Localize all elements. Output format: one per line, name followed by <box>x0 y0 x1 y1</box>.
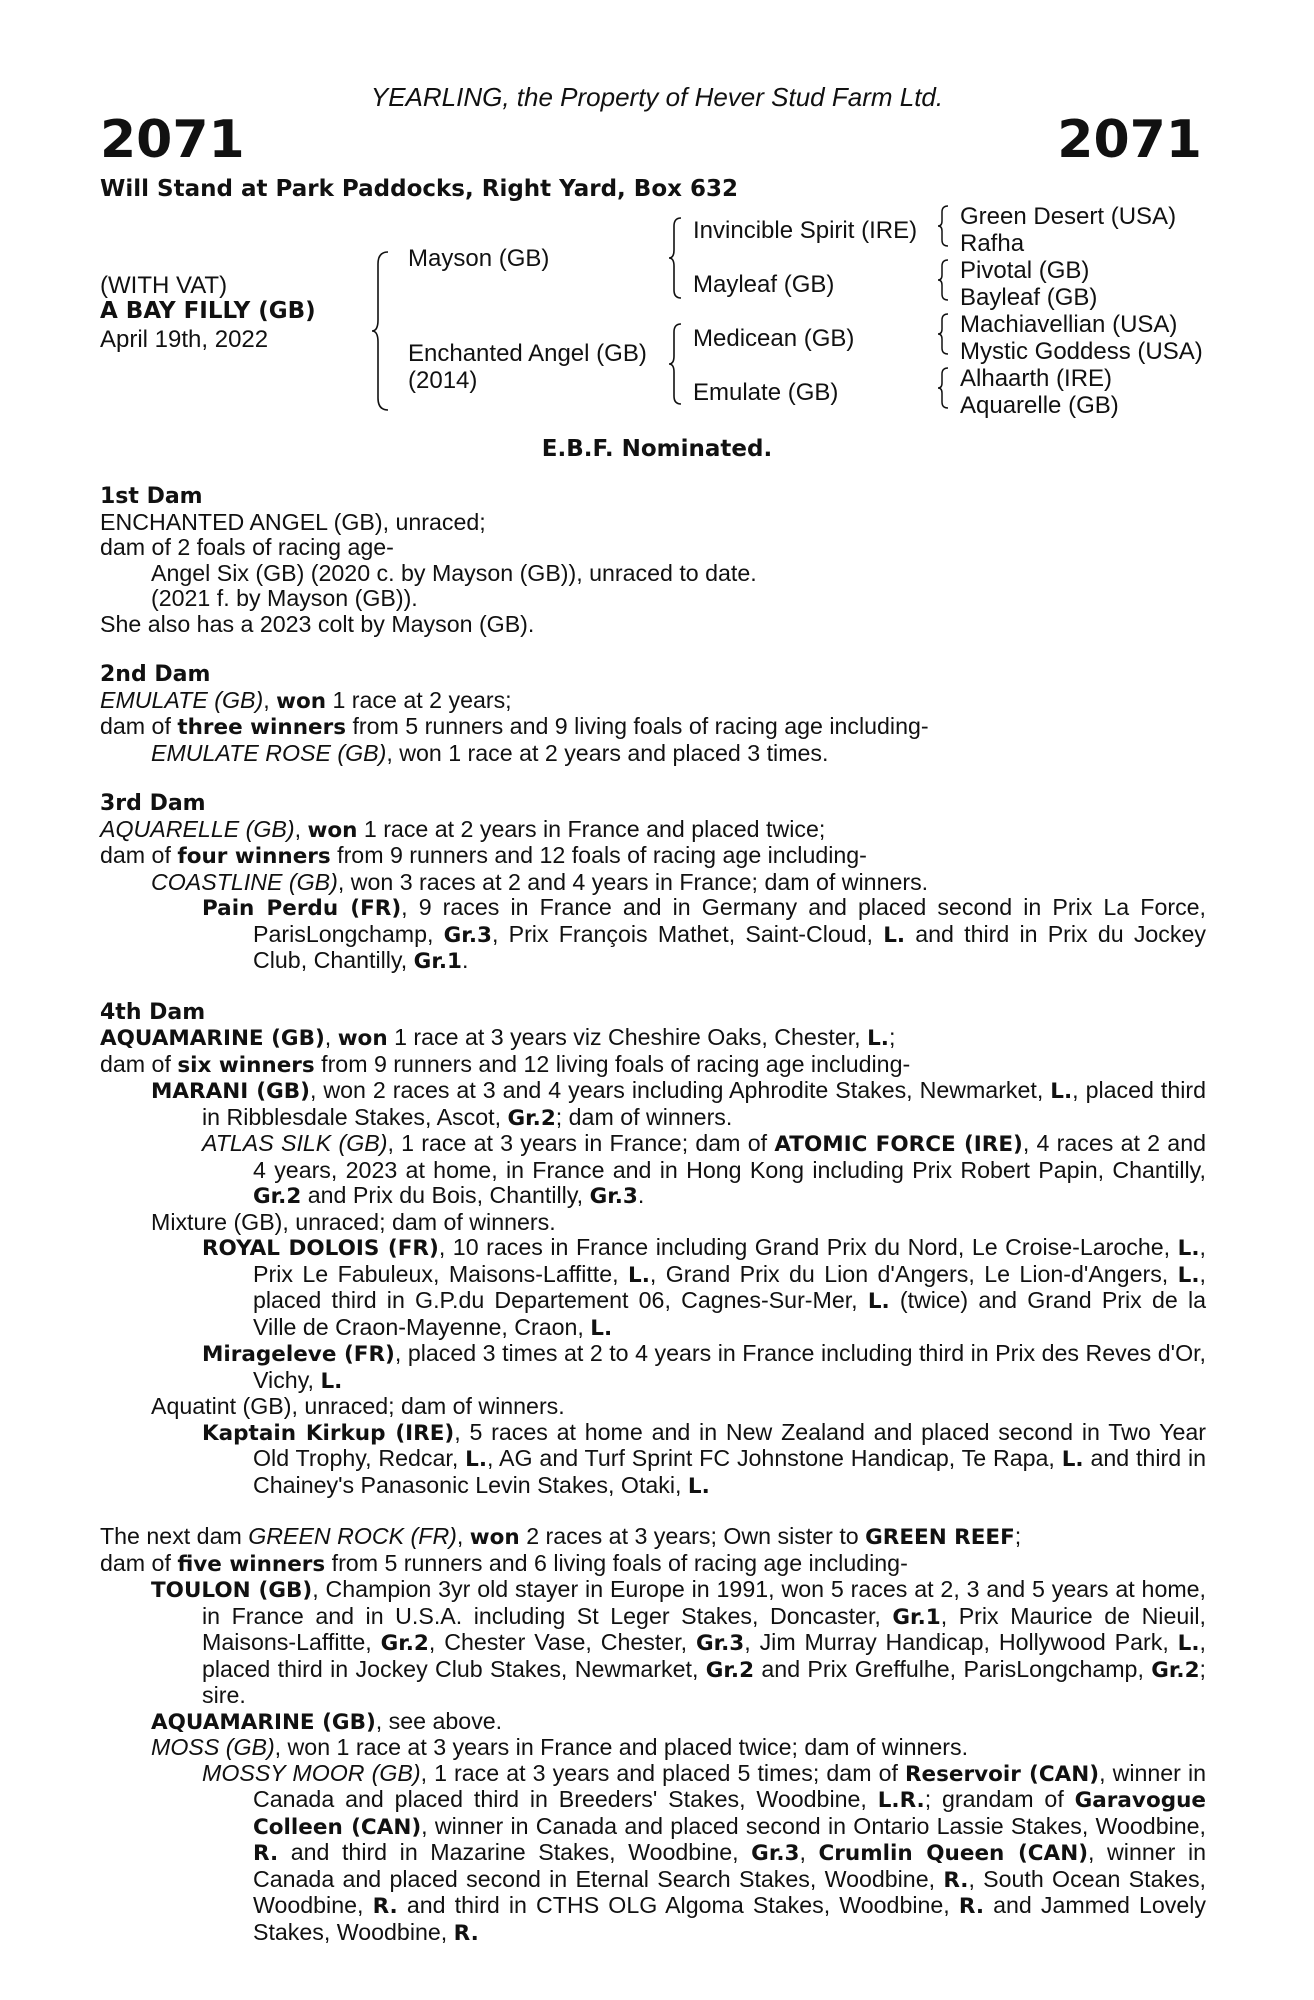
horse-name: MOSSY MOOR (GB) <box>202 1759 421 1786</box>
third-dam-stats <box>100 843 1206 870</box>
stand-location: Will Stand at Park Paddocks, Right Yard, Box 632 <box>100 176 738 202</box>
first-dam-line: ENCHANTED ANGEL (GB), unraced; <box>100 508 486 535</box>
text: ; dam of winners. <box>555 1103 733 1130</box>
text: , Prix Le Fabuleux, Maisons-Laffitte, <box>253 1234 1206 1287</box>
next-dam-produce <box>100 1709 1206 1736</box>
horse-name: Mirageleve (FR) <box>202 1342 395 1367</box>
horse-name: Reservoir (CAN) <box>905 1761 1100 1787</box>
sire-dam-brace <box>370 250 390 412</box>
brace-g12 <box>936 204 950 248</box>
text: , winner in Canada and placed second in Ontario Lassie Stakes, Woodbine, <box>421 1812 1206 1839</box>
fourth-dam-grandproduce <box>100 1131 1206 1210</box>
grade: R. <box>943 1867 969 1893</box>
fourth-dam-produce <box>100 1078 1206 1131</box>
gdam-2: Bayleaf (GB) <box>960 284 1098 311</box>
text: , won 1 race at 2 years and placed 3 times. <box>386 739 829 766</box>
won-label: won <box>469 1525 520 1550</box>
text: , winner in Canada and placed third in Breeders' Stakes, Woodbine, <box>253 1759 1206 1812</box>
horse-name: AQUAMARINE (GB) <box>100 1026 325 1051</box>
text: and third in Mazarine Stakes, Woodbine, <box>278 1839 752 1865</box>
text: , see above. <box>375 1707 503 1734</box>
next-dam-line <box>100 1524 1206 1551</box>
text: , <box>324 1024 338 1050</box>
text: , 1 race at 3 years in France; dam of <box>387 1130 775 1156</box>
horse-name: MARANI (GB) <box>151 1079 310 1104</box>
grade: R. <box>253 1841 279 1866</box>
text: , 5 races at home and in New Zealand and placed second in Two Year Old Trophy, Redcar, <box>253 1418 1206 1471</box>
horse-name: EMULATE ROSE (GB) <box>151 739 387 766</box>
first-dam-foals: dam of 2 foals of racing age- <box>100 534 394 560</box>
grade: L. <box>320 1368 343 1394</box>
text: dam of <box>100 1549 178 1576</box>
first-dam-produce: (2021 f. by Mayson (GB)). <box>151 585 418 611</box>
fourth-dam-grandproduce <box>100 1341 1206 1394</box>
first-dam-heading: 1st Dam <box>100 484 203 509</box>
grade: L. <box>590 1315 613 1341</box>
grade: Gr.2 <box>253 1184 302 1209</box>
vat-note: (WITH VAT) <box>100 272 228 299</box>
text: , Jim Murray Handicap, Hollywood Park, <box>744 1629 1178 1655</box>
fourth-dam-line <box>100 1025 1206 1052</box>
third-dam-heading: 3rd Dam <box>100 791 206 816</box>
second-dam-line <box>100 688 1206 715</box>
grade: L. <box>1177 1262 1200 1288</box>
grade: Gr.3 <box>443 922 492 948</box>
catalogue-subtitle: YEARLING, the Property of Hever Stud Farm Ltd. <box>370 82 944 112</box>
fourth-dam-stats <box>100 1052 1206 1079</box>
text: , <box>456 1523 470 1549</box>
gdam-1: Rafha <box>960 230 1025 257</box>
gdam-4: Aquarelle (GB) <box>960 392 1119 419</box>
sire-sire: Invincible Spirit (IRE) <box>693 217 918 244</box>
sire-dam: Mayleaf (GB) <box>693 271 835 298</box>
grade: Gr.2 <box>507 1105 556 1131</box>
grade: L. <box>1177 1631 1200 1656</box>
third-dam-produce <box>100 870 1206 896</box>
text: and Jammed Lovely Stakes, Woodbine, <box>253 1892 1206 1945</box>
text: and Prix Greffulhe, ParisLongchamp, <box>754 1655 1152 1682</box>
fourth-dam-heading: 4th Dam <box>100 999 206 1025</box>
lot-number-left: 2071 <box>100 110 245 170</box>
first-dam-produce: Angel Six (GB) (2020 c. by Mayson (GB)), unraced to date. <box>151 559 757 586</box>
gsire-3: Machiavellian (USA) <box>960 311 1178 338</box>
text: , AG and Turf Sprint FC Johnstone Handicap, Te Rapa, <box>487 1445 1062 1471</box>
grade: L. <box>883 922 906 948</box>
text: ; <box>1014 1523 1022 1549</box>
horse-name: Kaptain Kirkup (IRE) <box>202 1420 455 1446</box>
dam: Enchanted Angel (GB) <box>408 340 647 367</box>
grade: L. <box>1050 1079 1073 1104</box>
horse-name: GREEN ROCK (FR) <box>248 1523 457 1549</box>
next-dam-stats <box>100 1551 1206 1578</box>
horse-name: EMULATE (GB) <box>100 686 264 713</box>
lot-number-right: 2071 <box>1057 110 1202 170</box>
gsire-1: Green Desert (USA) <box>960 203 1177 230</box>
text: 2 races at 3 years; Own sister to <box>519 1523 866 1549</box>
text: 1 race at 2 years in France and placed twice; <box>357 815 826 842</box>
text: ; sire. <box>202 1655 1206 1708</box>
horse-name: COASTLINE (GB) <box>151 868 338 895</box>
text: from 9 runners and 12 foals of racing age including- <box>330 842 867 868</box>
grade: Gr.2 <box>380 1631 429 1656</box>
fourth-dam-produce: Mixture (GB), unraced; dam of winners. <box>151 1208 556 1235</box>
produce-record <box>100 484 1206 1946</box>
grade: L. <box>1177 1236 1200 1261</box>
text: dam of <box>100 1050 178 1077</box>
text: , <box>294 815 308 842</box>
text: , Champion 3yr old stayer in Europe in 1991, won 5 races at 2, 3 and 5 years at home, in France and in U.S.A. including St Leger Stakes, Doncaster, <box>202 1576 1206 1629</box>
text: , winner in Canada and placed second in Eternal Search Stakes, Woodbine, <box>253 1839 1206 1892</box>
horse-name: AQUARELLE (GB) <box>100 815 295 842</box>
text: , placed third in G.P.du Departement 06, Cagnes-Sur-Mer, <box>253 1260 1206 1313</box>
grade: Gr.3 <box>589 1184 638 1209</box>
horse-name: Garavogue Colleen (CAN) <box>253 1788 1206 1840</box>
winners-count: three winners <box>177 715 347 740</box>
grade: L. <box>465 1447 488 1472</box>
won-label: won <box>307 817 358 843</box>
text: , won 3 races at 2 and 4 years in France; dam of winners. <box>337 868 929 895</box>
winners-count: five winners <box>177 1551 326 1577</box>
text: ; grandam of <box>924 1786 1075 1812</box>
dam-dam: Emulate (GB) <box>693 379 839 406</box>
text: . <box>637 1182 645 1208</box>
text: and third in Prix du Jockey Club, Chantilly, <box>253 920 1206 973</box>
grade: Gr.1 <box>892 1604 941 1630</box>
brace-g56 <box>936 312 950 356</box>
text: , 4 races at 2 and 4 years, 2023 at home, in France and in Hong Kong including Prix Robert Papin, Chantilly, <box>253 1130 1206 1183</box>
text: from 9 runners and 12 living foals of racing age including- <box>314 1050 911 1077</box>
text: , <box>799 1839 819 1865</box>
text: 1 race at 3 years viz Cheshire Oaks, Chester, <box>387 1024 868 1050</box>
horse-name: Crumlin Queen (CAN) <box>818 1841 1089 1866</box>
grade: L.R. <box>877 1788 925 1813</box>
sire-brace <box>667 216 683 300</box>
dam-sire: Medicean (GB) <box>693 325 855 352</box>
ebf-nomination: E.B.F. Nominated. <box>541 436 773 462</box>
text: , Prix François Mathet, Saint-Cloud, <box>491 920 884 947</box>
winners-count: four winners <box>177 844 331 869</box>
brace-g34 <box>936 258 950 302</box>
won-label: won <box>276 688 327 714</box>
grade: Gr.3 <box>751 1841 800 1866</box>
text: , 9 races in France and in Germany and placed second in Prix La Force, ParisLongchamp, <box>253 894 1206 947</box>
horse-name: ROYAL DOLOIS (FR) <box>202 1236 439 1261</box>
text: and Prix du Bois, Chantilly, <box>301 1182 590 1208</box>
fourth-dam-grandproduce <box>100 1420 1206 1500</box>
text: dam of <box>100 713 178 739</box>
horse-name: MOSS (GB) <box>151 1734 275 1760</box>
gsire-2: Pivotal (GB) <box>960 257 1090 284</box>
grade: L. <box>1061 1447 1084 1472</box>
horse-name: ATOMIC FORCE (IRE) <box>774 1132 1023 1157</box>
horse-name: Pain Perdu (FR) <box>202 896 402 921</box>
text: from 5 runners and 6 living foals of racing age including- <box>325 1549 908 1576</box>
grade: Gr.3 <box>695 1631 745 1656</box>
won-label: won <box>337 1026 388 1051</box>
text: , South Ocean Stakes, Woodbine, <box>253 1865 1206 1918</box>
text: , 10 races in France including Grand Prix du Nord, Le Croise-Laroche, <box>438 1234 1178 1260</box>
text: , placed third in Ribblesdale Stakes, Ascot, <box>202 1077 1206 1130</box>
horse-name: A BAY FILLY (GB) <box>100 298 316 324</box>
grade: Gr.2 <box>1151 1657 1200 1683</box>
brace-g78 <box>936 366 950 410</box>
text: 1 race at 2 years; <box>326 686 512 713</box>
text: ; <box>888 1024 896 1050</box>
horse-name: TOULON (GB) <box>151 1578 313 1603</box>
winners-count: six winners <box>177 1052 315 1078</box>
grade: R. <box>453 1920 479 1946</box>
text: , 1 race at 3 years and placed 5 times; dam of <box>420 1759 905 1786</box>
horse-name: ATLAS SILK (GB) <box>202 1130 388 1156</box>
text: , Grand Prix du Lion d'Angers, Le Lion-d'Angers, <box>649 1260 1178 1287</box>
grade: L. <box>687 1473 710 1499</box>
text: . <box>461 947 469 973</box>
grade: Gr.2 <box>705 1657 755 1683</box>
next-dam-produce <box>100 1735 1206 1761</box>
text: dam of <box>100 842 178 868</box>
grade: L. <box>628 1262 650 1288</box>
fourth-dam-produce: Aquatint (GB), unraced; dam of winners. <box>151 1393 565 1419</box>
text: (twice) and Grand Prix de la Ville de Craon-Mayenne, Craon, <box>253 1287 1206 1340</box>
text: , Chester Vase, Chester, <box>428 1629 696 1655</box>
grade: R. <box>372 1894 398 1919</box>
second-dam-heading: 2nd Dam <box>100 662 211 687</box>
text: and third in CTHS OLG Algoma Stakes, Woodbine, <box>397 1892 959 1918</box>
text: from 5 runners and 9 living foals of racing age including- <box>346 713 929 739</box>
first-dam-note: She also has a 2023 colt by Mayson (GB). <box>100 610 535 637</box>
horse-dob: April 19th, 2022 <box>100 326 269 353</box>
gdam-3: Mystic Goddess (USA) <box>960 338 1203 365</box>
text: , Prix Maurice de Nieuil, Maisons-Laffitte, <box>202 1602 1206 1655</box>
dam-foaled: (2014) <box>408 367 478 394</box>
grade: Gr.1 <box>413 949 462 974</box>
gsire-4: Alhaarth (IRE) <box>960 365 1113 392</box>
text: , won 1 race at 3 years in France and placed twice; dam of winners. <box>274 1734 969 1760</box>
sire: Mayson (GB) <box>408 245 550 272</box>
text: and third in Chainey's Panasonic Levin Stakes, Otaki, <box>253 1445 1206 1498</box>
dam-brace <box>667 322 683 406</box>
horse-name: GREEN REEF <box>865 1525 1015 1550</box>
third-dam-line <box>100 817 1206 844</box>
text: , placed 3 times at 2 to 4 years in France including third in Prix des Reves d'Or, Vichy, <box>253 1340 1207 1393</box>
second-dam-stats <box>100 714 1206 741</box>
next-dam-grandproduce <box>100 1761 1206 1947</box>
text: , <box>263 686 277 713</box>
fourth-dam-grandproduce <box>100 1235 1206 1341</box>
horse-name: AQUAMARINE (GB) <box>151 1709 376 1735</box>
next-dam-produce <box>100 1577 1206 1709</box>
text: , placed third in Jockey Club Stakes, Newmarket, <box>202 1629 1206 1682</box>
text: The next dam <box>100 1523 249 1549</box>
text: , won 2 races at 3 and 4 years including Aphrodite Stakes, Newmarket, <box>309 1077 1051 1103</box>
third-dam-grandproduce <box>100 895 1206 975</box>
grade: L. <box>867 1289 890 1314</box>
second-dam-produce <box>100 741 1206 767</box>
grade: L. <box>867 1026 889 1051</box>
grade: R. <box>958 1894 984 1919</box>
